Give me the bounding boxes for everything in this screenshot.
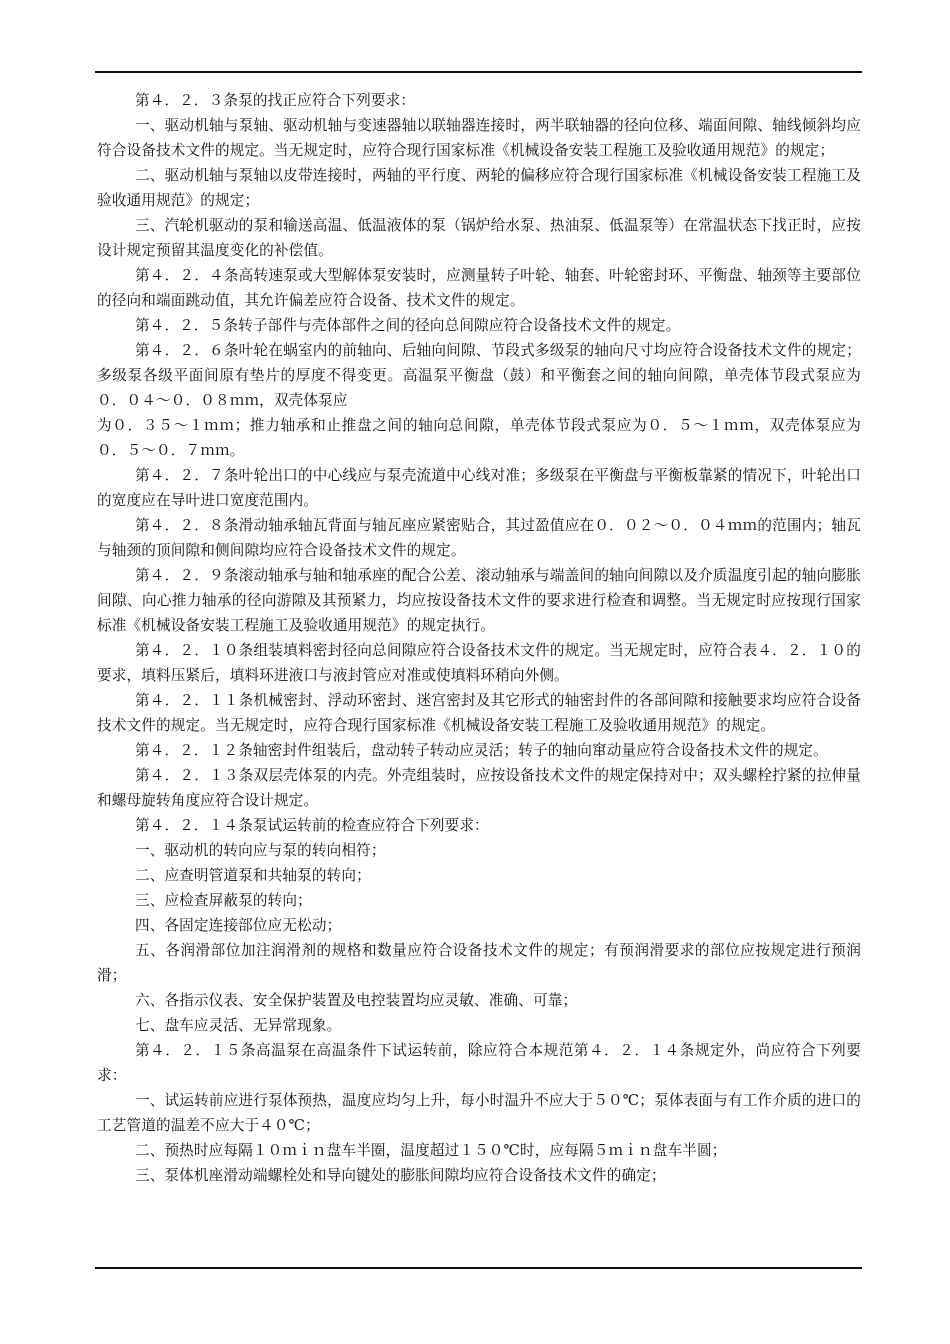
paragraph-item-3: 三、汽轮机驱动的泵和输送高温、低温液体的泵（锅炉给水泵、热油泵、低温泵等）在常温状态下找正时，应按设计规定预留其温度变化的补偿值。 [97, 217, 861, 259]
paragraph-check-item-3: 三、应检查屏蔽泵的转向； [134, 892, 312, 909]
paragraph-clause-4-2-12: 第４．２．１２条轴密封件组装后，盘动转子转动应灵活；转子的轴向窜动量应符合设备技术文件的规定。 [134, 742, 828, 759]
paragraph-clause-4-2-6: 第４．２．６条叶轮在蜗室内的前轴向、后轴向间隙、节段式多级泵的轴向尺寸均应符合设备技术文件的规定；多级泵各级平面间原有垫片的厚度不得变更。高温泵平衡盘（鼓）和平衡套之间的轴向间隙，单壳体节段式泵应为０．０４～０．０８ｍｍ，双壳体泵应 [97, 342, 861, 409]
paragraph-check-item-1: 一、驱动机的转向应与泵的转向相符； [134, 842, 386, 859]
paragraph-preheat-item-2: 二、预热时应每隔１０ｍｉｎ盘车半圈，温度超过１５０℃时，应每隔５ｍｉｎ盘车半圆； [134, 1142, 727, 1159]
paragraph-clause-4-2-3: 第４．２．３条泵的找正应符合下列要求： [134, 92, 416, 109]
paragraph-clause-4-2-8: 第４．２．８条滑动轴承轴瓦背面与轴瓦座应紧密贴合，其过盈值应在０．０２～０．０４ｍｍ的范围内；轴瓦与轴颈的顶间隙和侧间隙均应符合设备技术文件的规定。 [97, 517, 861, 559]
paragraph-item-1: 一、驱动机轴与泵轴、驱动机轴与变速器轴以联轴器连接时，两半联轴器的径向位移、端面间隙、轴线倾斜均应符合设备技术文件的规定。当无规定时，应符合现行国家标准《机械设备安装工程施工及验收通用规范》的规定； [97, 117, 861, 159]
paragraph-preheat-item-1: 一、试运转前应进行泵体预热，温度应均匀上升，每小时温升不应大于５０℃；泵体表面与有工作介质的进口的工艺管道的温差不应大于４０℃； [97, 1092, 861, 1134]
paragraph-clause-4-2-11: 第４．２．１１条机械密封、浮动环密封、迷宫密封及其它形式的轴密封件的各部间隙和接触要求均应符合设备技术文件的规定。当无规定时，应符合现行国家标准《机械设备安装工程施工及验收通用规范》的规定。 [97, 692, 861, 734]
paragraph-clause-4-2-10: 第４．２．１０条组装填料密封径向总间隙应符合设备技术文件的规定。当无规定时，应符合表４．２．１０的要求，填料压紧后，填料环进液口与液封管应对准或使填料环稍向外侧。 [97, 642, 861, 684]
paragraph-preheat-item-3: 三、泵体机座滑动端螺栓处和导向键处的膨胀间隙均应符合设备技术文件的确定； [134, 1167, 666, 1184]
footer-rule [95, 1267, 862, 1269]
paragraph-item-2: 二、驱动机轴与泵轴以皮带连接时，两轴的平行度、两轮的偏移应符合现行国家标准《机械设备安装工程施工及验收通用规范》的规定； [97, 167, 861, 209]
paragraph-check-item-6: 六、各指示仪表、安全保护装置及电控装置均应灵敏、准确、可靠； [134, 992, 578, 1009]
document-body [97, 88, 861, 1188]
paragraph-check-item-5: 五、各润滑部位加注润滑剂的规格和数量应符合设备技术文件的规定；有预润滑要求的部位应按规定进行预润滑； [97, 942, 861, 984]
header-rule [95, 71, 862, 73]
paragraph-clause-4-2-5: 第４．２．５条转子部件与壳体部件之间的径向总间隙应符合设备技术文件的规定。 [134, 317, 681, 334]
paragraph-clause-4-2-13: 第４．２．１３条双层壳体泵的内壳。外壳组装时，应按设备技术文件的规定保持对中；双头螺栓拧紧的拉伸量和螺母旋转角度应符合设计规定。 [97, 767, 861, 809]
paragraph-check-item-4: 四、各固定连接部位应无松动； [134, 917, 342, 934]
paragraph-check-item-2: 二、应查明管道泵和共轴泵的转向； [134, 867, 371, 884]
paragraph-clause-4-2-15: 第４．２．１５条高温泵在高温条件下试运转前，除应符合本规范第４．２．１４条规定外，尚应符合下列要求： [97, 1042, 861, 1084]
paragraph-clause-4-2-7: 第４．２．７条叶轮出口的中心线应与泵壳流道中心线对准；多级泵在平衡盘与平衡板靠紧的情况下，叶轮出口的宽度应在导叶进口宽度范围内。 [97, 467, 861, 509]
paragraph-clause-4-2-14: 第４．２．１４条泵试运转前的检查应符合下列要求： [134, 817, 489, 834]
paragraph-clause-4-2-9: 第４．２．９条滚动轴承与轴和轴承座的配合公差、滚动轴承与端盖间的轴向间隙以及介质温度引起的轴向膨胀间隙、向心推力轴承的径向游隙及其预紧力，均应按设备技术文件的要求进行检查和调整。当无规定时应按现行国家标准《机械设备安装工程施工及验收通用规范》的规定执行。 [97, 567, 861, 634]
paragraph-check-item-7: 七、盘车应灵活、无异常现象。 [134, 1017, 342, 1034]
paragraph-clause-4-2-6-continued: 为０．３５～１ｍｍ；推力轴承和止推盘之间的轴向总间隙，单壳体节段式泵应为０．５～１ｍｍ，双壳体泵应为０．５～０．７ｍｍ。 [97, 417, 861, 459]
paragraph-clause-4-2-4: 第４．２．４条高转速泵或大型解体泵安装时，应测量转子叶轮、轴套、叶轮密封环、平衡盘、轴颈等主要部位的径向和端面跳动值，其允许偏差应符合设备、技术文件的规定。 [97, 267, 861, 309]
